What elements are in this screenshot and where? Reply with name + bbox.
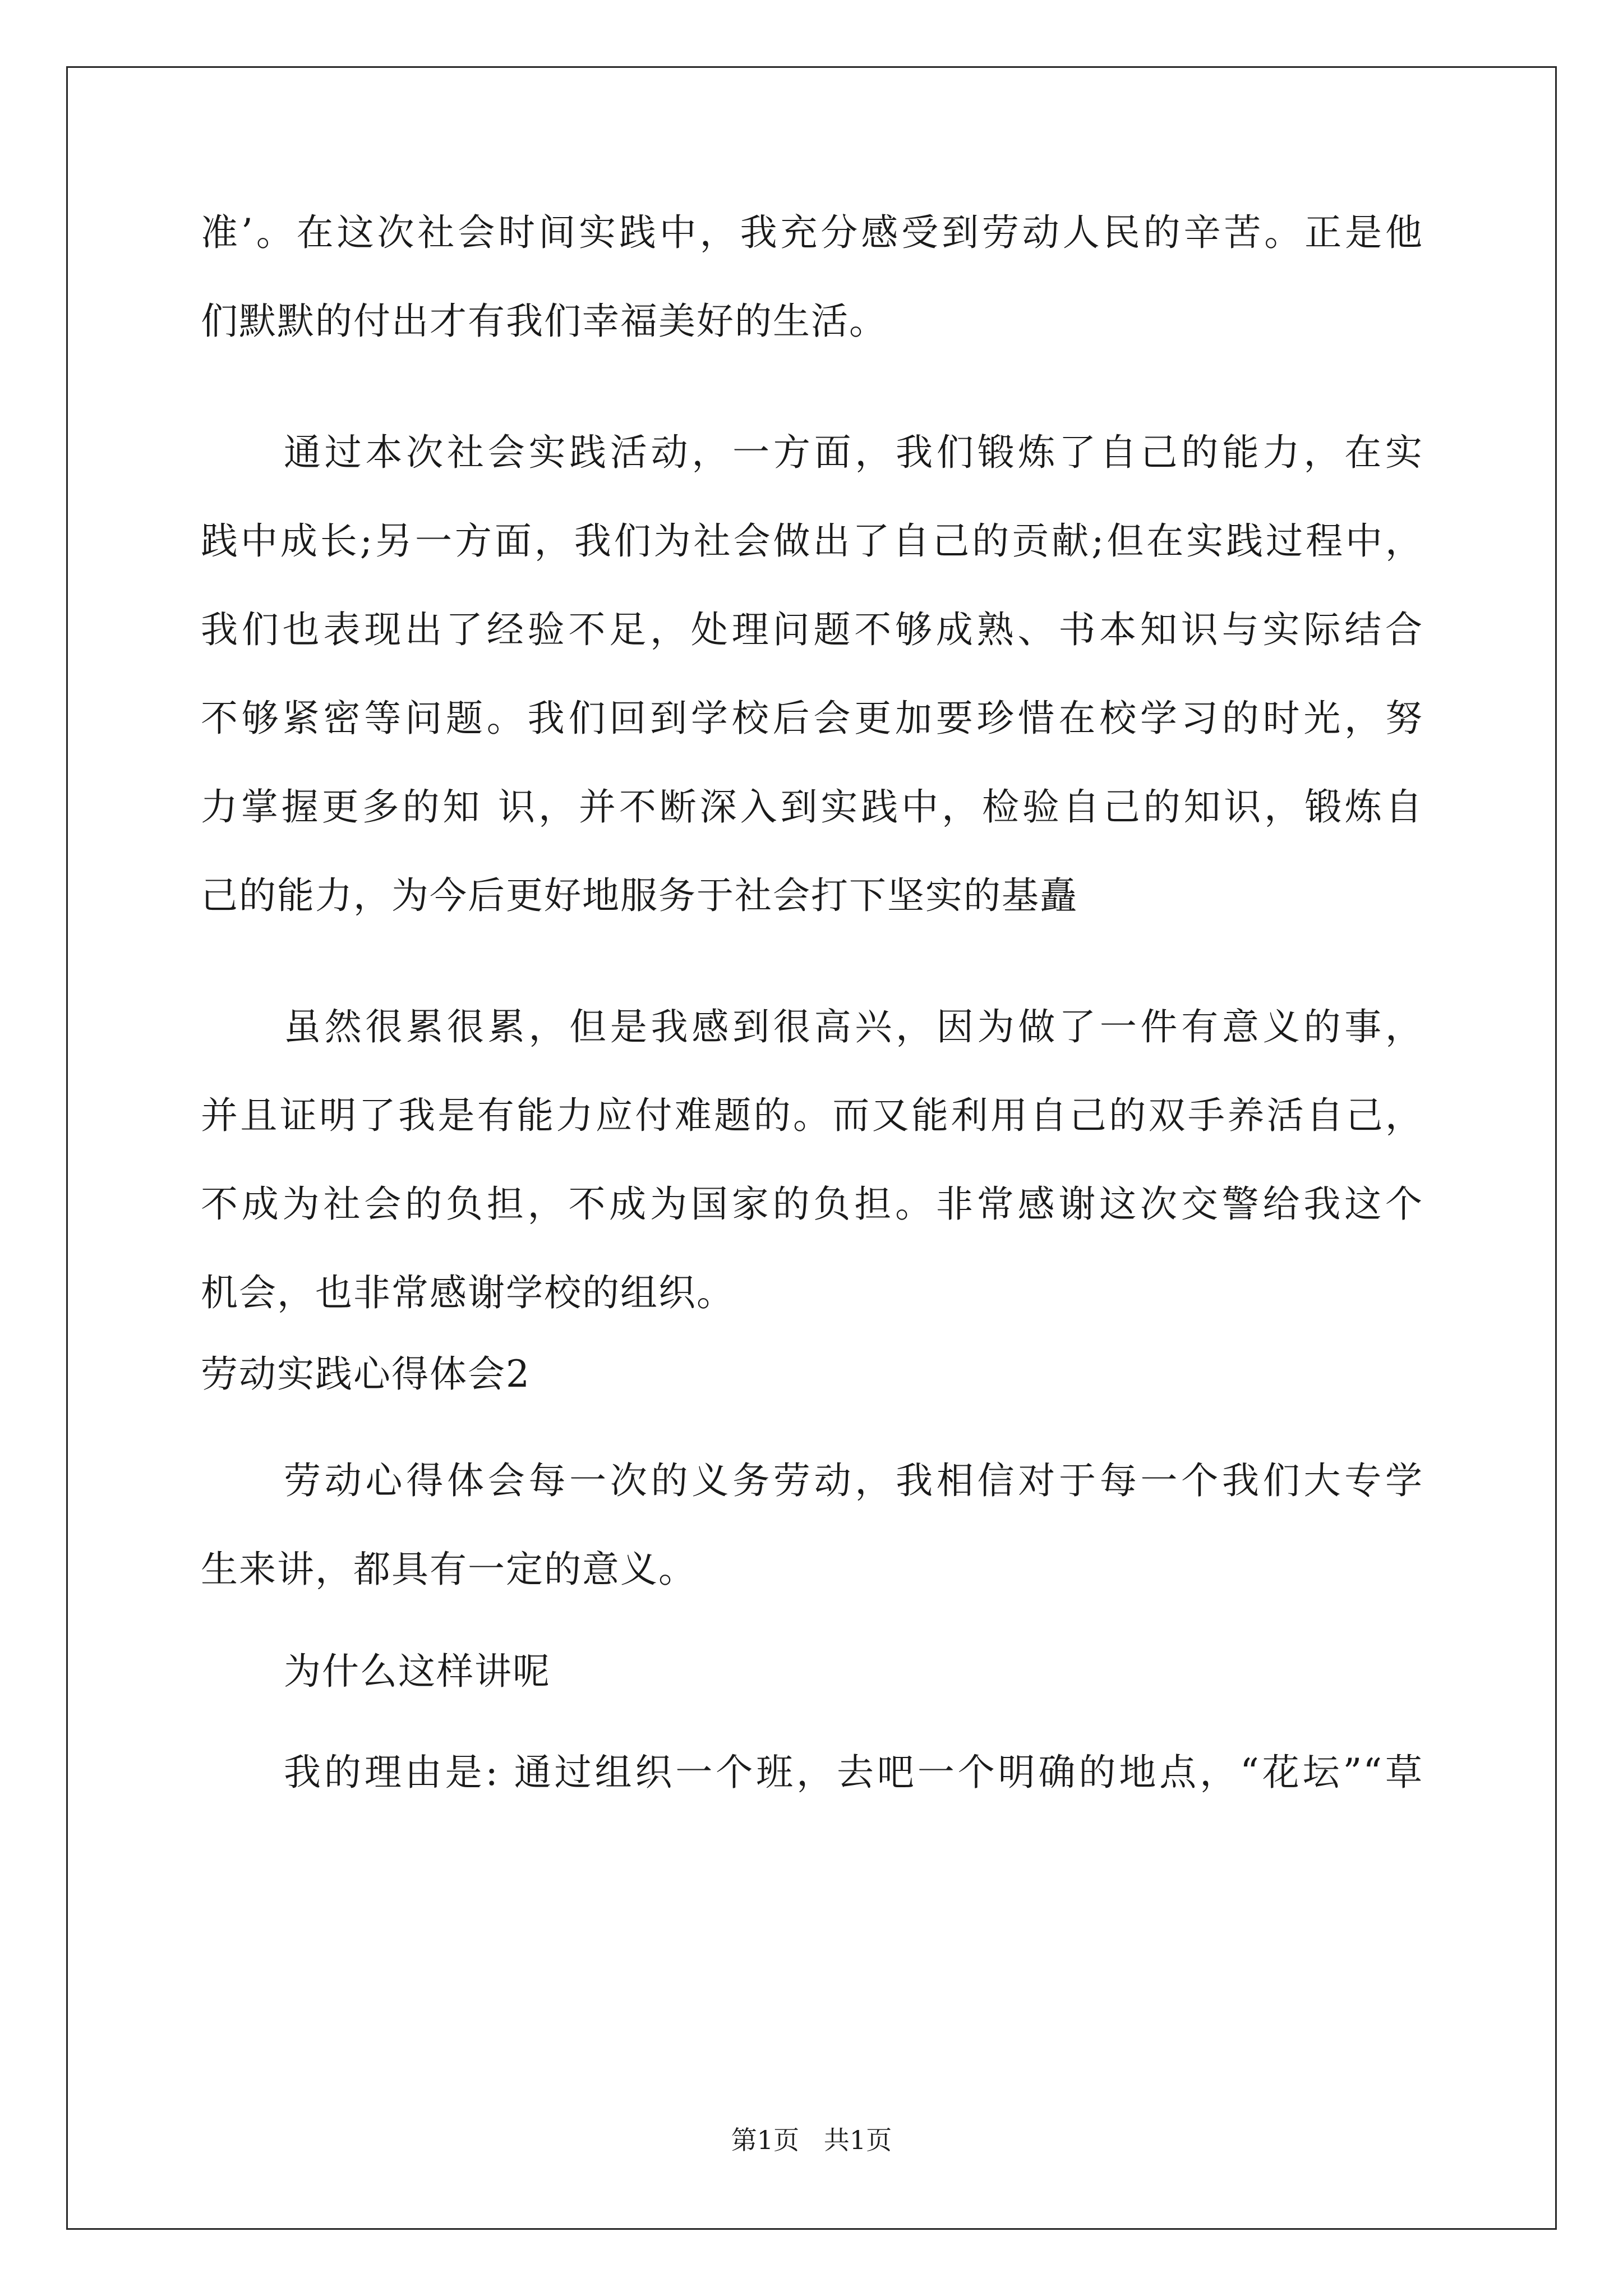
section-heading: 劳动实践心得体会2 <box>201 1352 531 1396</box>
text-line: 们默默的付出才有我们幸福美好的生活。 <box>201 300 887 343</box>
text-line: 己的能力，为今后更好地服务于社会打下坚实的基矗 <box>201 874 1078 917</box>
text-line: 机会，也非常感谢学校的组织。 <box>201 1271 735 1314</box>
text-line: 我的理由是: 通过组织一个班，去吧一个明确的地点，“花坛”“草 <box>284 1751 1423 1794</box>
text-line: 并且证明了我是有能力应付难题的。而又能利用自己的双手养活自己， <box>201 1094 1423 1137</box>
page-border <box>66 66 1557 2230</box>
text-line: 力掌握更多的知 识，并不断深入到实践中，检验自己的知识，锻炼自 <box>201 785 1423 829</box>
text-line: 准’。在这次社会时间实践中，我充分感受到劳动人民的辛苦。正是他 <box>201 211 1423 254</box>
text-line: 为什么这样讲呢 <box>284 1650 551 1693</box>
text-line: 生来讲，都具有一定的意义。 <box>201 1548 697 1591</box>
text-line: 通过本次社会实践活动，一方面，我们锻炼了自己的能力，在实 <box>284 431 1423 474</box>
text-line: 不成为社会的负担，不成为国家的负担。非常感谢这次交警给我这个 <box>201 1182 1423 1226</box>
page-number-footer: 第1页 共1页 <box>731 2125 892 2155</box>
text-line: 践中成长;另一方面，我们为社会做出了自己的贡献;但在实践过程中， <box>201 519 1423 563</box>
text-line: 虽然很累很累，但是我感到很高兴，因为做了一件有意义的事， <box>284 1005 1423 1048</box>
text-line: 不够紧密等问题。我们回到学校后会更加要珍惜在校学习的时光，努 <box>201 697 1423 740</box>
text-line: 劳动心得体会每一次的义务劳动，我相信对于每一个我们大专学 <box>284 1459 1423 1502</box>
text-line: 我们也表现出了经验不足，处理问题不够成熟、书本知识与实际结合 <box>201 608 1423 651</box>
